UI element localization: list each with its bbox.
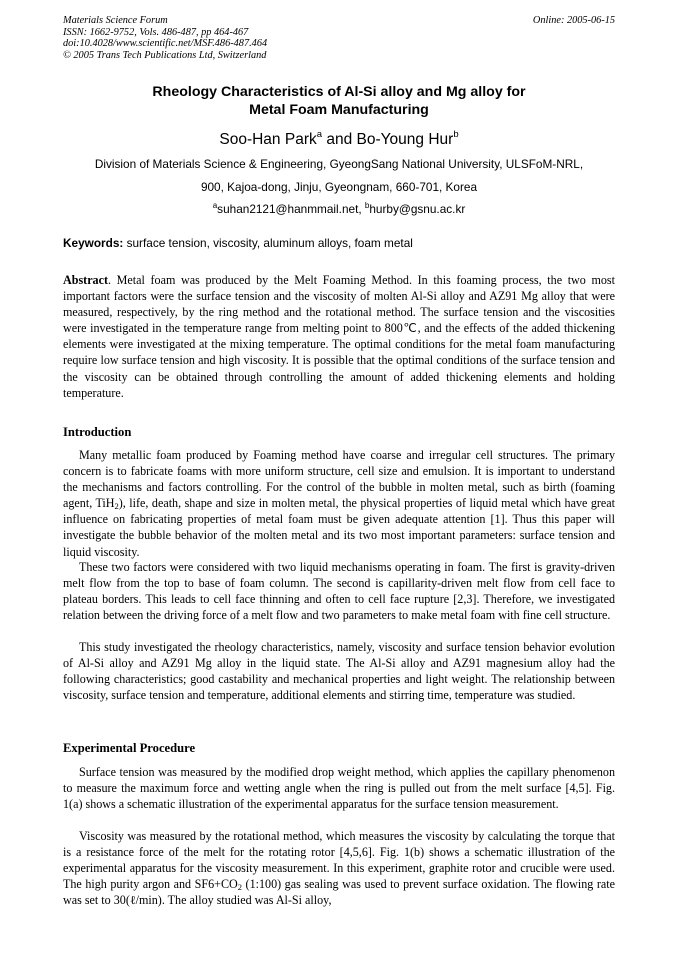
journal-issn: ISSN: 1662-9752, Vols. 486-487, pp 464-467 — [63, 26, 249, 38]
author-affil-marker: b — [453, 129, 459, 140]
journal-name: Materials Science Forum — [63, 15, 168, 26]
title-line-1: Rheology Characteristics of Al-Si alloy and Mg alloy for — [152, 84, 526, 100]
journal-copyright: © 2005 Trans Tech Publications Ltd, Switzerland — [63, 49, 267, 61]
author-emails — [63, 202, 615, 216]
journal-doi[interactable]: doi:10.4028/www.scientific.net/MSF.486-487.464 — [63, 38, 268, 50]
experimental-paragraph-2 — [63, 828, 615, 908]
author-conjunction: and — [322, 131, 357, 148]
paragraph-text: Many metallic foam produced by Foaming method have coarse and irregular cell structures. The primary concern is to fabricate foams with more uniform structure, cell size and emulsion. It is important to understand the mechanisms and factors controlling. For the control of the bubble in molten metal, such as birth (foaming agent, TiH — [63, 448, 615, 511]
subscript: 2 — [237, 882, 243, 893]
title-line-2: Metal Foam Manufacturing — [249, 102, 429, 118]
email-link[interactable]: suhan2121@hanmmail.net, — [217, 202, 365, 216]
experimental-paragraph-1: Surface tension was measured by the modified drop weight method, which applies the capillary phenomenon to measure the maximum force and wetting angle when the ring is pulled out from the melt surface [4,5]. Fig. 1(a) shows a schematic illustration of the experimental apparatus for the surface tension measurement. — [63, 765, 615, 812]
intro-paragraph-3: This study investigated the rheology characteristics, namely, viscosity and surface tension behavior evolution of Al-Si alloy and AZ91 Mg alloy in the liquid state. The Al-Si alloy and AZ91 magnesium alloy had the following characteristics; good castability and mechanical properties and light weight. The relationship between viscosity, surface tension and temperature, additional elements and stirring time, temperature was studied. — [63, 640, 615, 703]
section-heading-experimental: Experimental Procedure — [63, 741, 196, 755]
paragraph-text: Viscosity was measured by the rotational method, which measures the viscosity by calculating the torque that is a resistance force of the melt for the rotating rotor [4,5,6]. Fig. 1(b) shows a schematic illustration of the experimental apparatus for the viscosity measurement. In this experiment, graphite rotor and crucible were used. The high purity argon and SF6+CO — [63, 829, 615, 892]
author-name: Bo-Young Hur — [356, 131, 454, 148]
paragraph-text: (1:100) gas sealing was used to prevent surface oxidation. The flowing rate was set to 30(ℓ/min). The alloy studied was Al-Si alloy, — [63, 877, 615, 908]
paper-title — [63, 83, 615, 119]
abstract-text: . Metal foam was produced by the Melt Foaming Method. In this foaming process, the two most important factors were the surface tension and the viscosity of molten Al-Si alloy and AZ91 Mg alloy that were measured, respectively, by the ring method and the rotational method. The surface tension and the viscosities were investigated in the temperature range from melting point to 800℃, and the effects of the added thickening elements were investigated at the mixing temperature. The optimal conditions for the metal foam manufacturing require low surface tension and high viscosity. It is possible that the optimal conditions of the surface tension and the viscosity can be obtained through controlling the amount of added thickening elements and holding temperature. — [63, 273, 615, 400]
section-heading-introduction: Introduction — [63, 425, 132, 439]
abstract — [63, 272, 615, 401]
email-marker: b — [364, 201, 370, 210]
author-name: Soo-Han Park — [219, 131, 317, 148]
author-list — [63, 131, 615, 149]
affiliation-line-2: 900, Kajoa-dong, Jinju, Gyeongnam, 660-701, Korea — [200, 180, 478, 194]
keywords-text: surface tension, viscosity, aluminum alloys, foam metal — [123, 236, 413, 250]
intro-paragraph-1 — [63, 447, 615, 560]
affiliation-line-1: Division of Materials Science & Engineering, GyeongSang National University, ULSFoM-NRL, — [94, 157, 584, 171]
online-date: Online: 2005-06-15 — [532, 15, 615, 26]
subscript: 2 — [114, 501, 119, 512]
email-marker: a — [212, 201, 218, 210]
journal-header — [63, 15, 267, 61]
paragraph-text: ), life, death, shape and size in molten metal, the physical properties of liquid metal which have great influence on fabricating properties of metal foam must be given adequate attention [1]. Thus this paper will investigate the bubble behavior of the molten metal and its two most important parameters: surface tension and liquid viscosity. — [63, 496, 615, 559]
abstract-label: Abstract — [63, 273, 109, 287]
email-link[interactable]: hurby@gsnu.ac.kr — [369, 202, 466, 216]
keywords — [63, 236, 413, 250]
intro-paragraph-2: These two factors were considered with two liquid mechanisms operating in foam. The first is gravity-driven melt flow from the top to base of foam column. The second is capillarity-driven melt flow from cell face to plateau borders. This leads to cell face thinning and often to cell face rupture [2,3]. Therefore, we investigated relation between the driving force of a melt flow and two parameters to make metal foam with fine cell structure. — [63, 560, 615, 623]
keywords-label: Keywords: — [63, 236, 124, 250]
author-affil-marker: a — [316, 129, 323, 140]
